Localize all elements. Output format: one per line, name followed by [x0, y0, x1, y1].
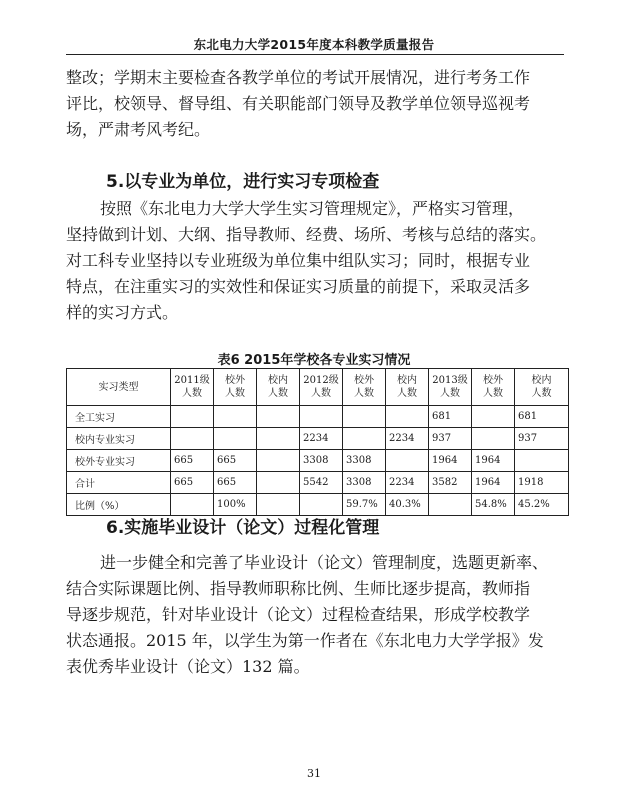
table-cell: 1918 [515, 472, 569, 494]
text-line: 状态通报。2015 年，以学生为第一作者在《东北电力大学学报》发 [66, 631, 544, 650]
table-cell [429, 494, 472, 516]
header-cell-line: 人数 [483, 388, 503, 399]
table-row-label: 比例（%） [67, 494, 171, 516]
table-cell [515, 450, 569, 472]
table-cell [343, 428, 386, 450]
header-cell-line: 2013级 [432, 375, 468, 386]
text-line: 坚持做到计划、大纲、指导教师、经费、场所、考核与总结的落实。 [66, 225, 547, 244]
header-cell-line: 人数 [440, 388, 460, 399]
table-cell [257, 406, 300, 428]
text-line: 导逐步规范，针对毕业设计（论文）过程检查结果，形成学校教学 [66, 605, 531, 624]
table-cell [386, 450, 429, 472]
table-cell [214, 428, 257, 450]
table-header-cell [343, 369, 386, 406]
header-rule [66, 54, 564, 55]
table-header-cell [515, 369, 569, 406]
table-cell [257, 450, 300, 472]
table-cell [171, 428, 214, 450]
table-cell: 3582 [429, 472, 472, 494]
header-cell-line: 校内 [397, 375, 417, 386]
header-cell-line: 2011级 [174, 375, 210, 386]
document-header-title: 东北电力大学2015年度本科教学质量报告 [193, 37, 435, 52]
table-cell: 681 [429, 406, 472, 428]
table-cell [171, 494, 214, 516]
text-line: 表优秀毕业设计（论文）132 篇。 [66, 657, 310, 676]
table-cell: 3308 [300, 450, 343, 472]
table-header-cell [214, 369, 257, 406]
header-cell-line: 人数 [225, 388, 245, 399]
header-cell-line: 校外 [354, 375, 374, 386]
table-cell: 1964 [429, 450, 472, 472]
table-cell [257, 472, 300, 494]
text-line: 评比，校领导、督导组、有关职能部门领导及教学单位领导巡视考 [66, 94, 531, 113]
table-cell: 59.7% [343, 494, 386, 516]
table-cell: 2234 [386, 428, 429, 450]
table-row [67, 406, 569, 428]
text-line: 特点，在注重实习的实效性和保证实习质量的前提下，采取灵活多 [66, 277, 531, 296]
header-cell-line: 校外 [483, 375, 503, 386]
table-row-label: 全工实习 [67, 406, 171, 428]
table-header-cell [300, 369, 343, 406]
table-cell [300, 494, 343, 516]
table-cell: 3308 [343, 450, 386, 472]
table-row [67, 494, 569, 516]
table-cell: 665 [171, 450, 214, 472]
table-cell: 3308 [343, 472, 386, 494]
header-cell-line: 人数 [354, 388, 374, 399]
table-cell [257, 494, 300, 516]
table-cell: 100% [214, 494, 257, 516]
table-header-cell [171, 369, 214, 406]
table-cell [472, 428, 515, 450]
table-cell [171, 406, 214, 428]
table-cell: 665 [171, 472, 214, 494]
table-row-label: 校内专业实习 [67, 428, 171, 450]
text-line: 进一步健全和完善了毕业设计（论文）管理制度，选题更新率、 [100, 553, 549, 572]
text-line: 对工科专业坚持以专业班级为单位集中组队实习；同时，根据专业 [66, 251, 531, 270]
table-cell [472, 406, 515, 428]
table-header-cell [386, 369, 429, 406]
text-line: 样的实习方式。 [66, 303, 179, 322]
table-cell: 1964 [472, 450, 515, 472]
paragraph-internship-management [66, 196, 566, 326]
table-header-cell [472, 369, 515, 406]
paragraph-exam-inspection [66, 65, 566, 143]
paragraph-graduation-design [66, 550, 566, 680]
header-cell-line: 实习类型 [98, 381, 139, 393]
table-cell: 665 [214, 472, 257, 494]
table-row-label: 合计 [67, 472, 171, 494]
section-heading-5: 5.以专业为单位，进行实习专项检查 [106, 172, 380, 192]
table-cell [257, 428, 300, 450]
section-heading-6: 6.实施毕业设计（论文）过程化管理 [106, 518, 380, 538]
table-row [67, 428, 569, 450]
section-heading-6-wrapper [66, 515, 566, 541]
header-cell-line: 人数 [182, 388, 202, 399]
table-cell: 937 [429, 428, 472, 450]
table-row-label: 校外专业实习 [67, 450, 171, 472]
header-cell-line: 人数 [531, 388, 552, 399]
table-cell: 1964 [472, 472, 515, 494]
table-cell: 5542 [300, 472, 343, 494]
table-header [67, 369, 569, 406]
text-line: 按照《东北电力大学大学生实习管理规定》，严格实习管理， [100, 199, 525, 218]
table-cell [214, 406, 257, 428]
table-cell: 665 [214, 450, 257, 472]
header-cell-line: 人数 [311, 388, 331, 399]
table-header-cell [257, 369, 300, 406]
table-cell [386, 406, 429, 428]
header-cell-line: 人数 [268, 388, 288, 399]
table-cell [300, 406, 343, 428]
table-caption: 表6 2015年学校各专业实习情况 [217, 353, 411, 368]
text-line: 结合实际课题比例、指导教师职称比例、生师比逐步提高，教师指 [66, 579, 531, 598]
text-line: 场，严肃考风考纪。 [66, 120, 211, 139]
header-cell-line: 2012级 [303, 375, 339, 386]
table-cell: 937 [515, 428, 569, 450]
internship-statistics-table [66, 368, 569, 516]
table-cell [343, 406, 386, 428]
table-cell: 54.8% [472, 494, 515, 516]
header-cell-line: 校内 [268, 375, 288, 386]
header-cell-line: 人数 [397, 388, 417, 399]
table-cell: 45.2% [515, 494, 569, 516]
table-body [67, 406, 569, 516]
table-header-cell [67, 369, 171, 406]
table-cell: 40.3% [386, 494, 429, 516]
header-cell-line: 校内 [531, 375, 552, 386]
page-number: 31 [307, 767, 321, 780]
table-cell: 2234 [300, 428, 343, 450]
header-cell-line: 校外 [225, 375, 245, 386]
table-row [67, 450, 569, 472]
table-header-cell [429, 369, 472, 406]
text-line: 整改；学期末主要检查各教学单位的考试开展情况，进行考务工作 [66, 68, 531, 87]
table-cell: 2234 [386, 472, 429, 494]
table-header-row [67, 369, 569, 406]
table-cell: 681 [515, 406, 569, 428]
table-row [67, 472, 569, 494]
